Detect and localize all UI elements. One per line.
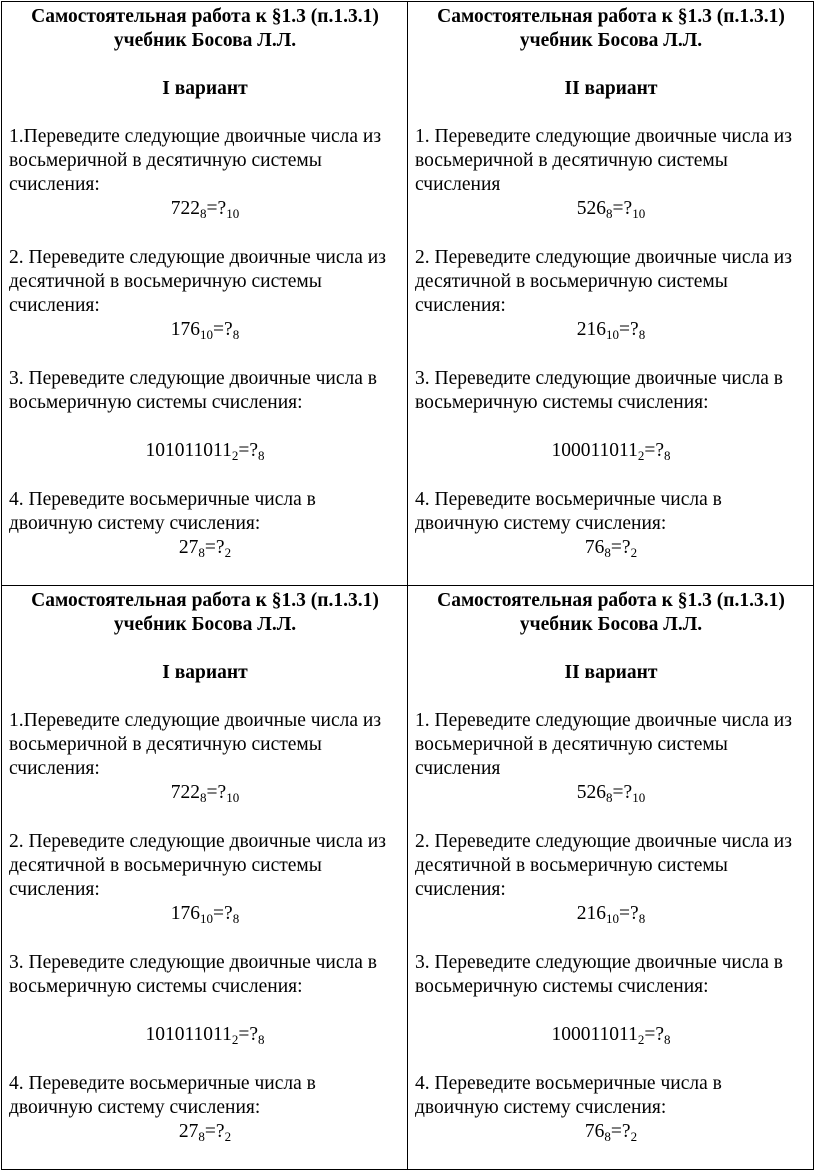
task-formula (9, 439, 401, 464)
task-item (415, 709, 807, 806)
task-item (9, 125, 401, 222)
title-line: учебник Босова Л.Л. (519, 30, 703, 51)
task-formula (9, 318, 401, 343)
variant-label: I вариант (162, 78, 248, 99)
task-text: 1.Переведите следующие двоичные числа из восьмеричной в десятичную системы счисления: (9, 710, 382, 779)
formula-number: 27 (178, 1121, 199, 1142)
card-variant-1 (2, 2, 407, 561)
task-item (9, 1072, 401, 1145)
formula-number: 176 (170, 319, 201, 340)
variant-label: II вариант (564, 662, 658, 683)
formula-to-base: 8 (257, 1032, 265, 1047)
formula-number: 216 (576, 319, 607, 340)
formula-number: 76 (584, 537, 605, 558)
task-item (415, 246, 807, 343)
card-variant-1 (2, 586, 407, 1145)
variant-label: II вариант (564, 78, 658, 99)
formula-to-base: 8 (663, 1032, 671, 1047)
formula-equals: =? (619, 903, 639, 924)
formula-equals: =? (644, 1024, 664, 1045)
card-variant-2 (408, 2, 813, 561)
formula-equals: =? (610, 537, 631, 558)
formula-to-base: 10 (226, 206, 240, 221)
task-formula (415, 536, 807, 561)
task-item (415, 951, 807, 1048)
formula-from-base: 10 (200, 327, 214, 342)
cards-row-bottom (2, 586, 814, 1170)
formula-number: 216 (576, 903, 607, 924)
cards-table (1, 1, 814, 1170)
formula-equals: =? (204, 537, 225, 558)
formula-to-base: 2 (630, 545, 638, 560)
card-cell (408, 586, 814, 1170)
formula-equals: =? (612, 198, 633, 219)
formula-to-base: 8 (663, 448, 671, 463)
formula-from-base: 8 (200, 206, 207, 221)
task-text: 4. Переведите восьмеричные числа в двоичную систему счисления: (9, 489, 316, 534)
task-item (9, 830, 401, 927)
formula-from-base: 8 (198, 1129, 205, 1144)
formula-number: 100011011 (551, 440, 638, 461)
formula-number: 101011011 (145, 440, 232, 461)
formula-to-base: 10 (632, 790, 646, 805)
formula-from-base: 2 (637, 448, 645, 463)
formula-equals: =? (644, 440, 664, 461)
task-text: 3. Переведите следующие двоичные числа в восьмеричную системы счисления: (415, 952, 783, 997)
formula-from-base: 2 (231, 448, 239, 463)
formula-to-base: 8 (232, 911, 240, 926)
task-formula (415, 439, 807, 464)
task-text: 3. Переведите следующие двоичные числа в восьмеричную системы счисления: (9, 368, 377, 413)
card-title (415, 5, 807, 53)
formula-from-base: 8 (604, 545, 611, 560)
formula-equals: =? (206, 198, 227, 219)
task-item (9, 488, 401, 561)
task-text: 2. Переведите следующие двоичные числа из десятичной в восьмеричную системы счисления: (9, 247, 386, 316)
formula-number: 176 (170, 903, 201, 924)
task-text: 1.Переведите следующие двоичные числа из восьмеричной в десятичную системы счисления: (9, 126, 382, 195)
formula-to-base: 8 (257, 448, 265, 463)
formula-from-base: 2 (231, 1032, 239, 1047)
title-line: учебник Босова Л.Л. (519, 614, 703, 635)
task-text: 2. Переведите следующие двоичные числа из десятичной в восьмеричную системы счисления: (415, 247, 792, 316)
formula-equals: =? (619, 319, 639, 340)
formula-to-base: 8 (232, 327, 240, 342)
formula-equals: =? (610, 1121, 631, 1142)
formula-equals: =? (213, 903, 233, 924)
title-line: Самостоятельная работа к §1.3 (п.1.3.1) (437, 6, 785, 27)
title-line: Самостоятельная работа к §1.3 (п.1.3.1) (31, 590, 379, 611)
formula-number: 76 (584, 1121, 605, 1142)
task-formula (9, 902, 401, 927)
task-item (415, 125, 807, 222)
task-formula (9, 536, 401, 561)
task-text: 2. Переведите следующие двоичные числа из десятичной в восьмеричную системы счисления: (415, 831, 792, 900)
task-item (415, 830, 807, 927)
task-text: 4. Переведите восьмеричные числа в двоичную систему счисления: (415, 489, 722, 534)
task-text: 4. Переведите восьмеричные числа в двоичную систему счисления: (9, 1073, 316, 1118)
task-item (9, 246, 401, 343)
card-cell (408, 2, 814, 586)
formula-number: 722 (170, 782, 201, 803)
task-formula (9, 781, 401, 806)
formula-number: 526 (576, 198, 607, 219)
task-formula (415, 902, 807, 927)
task-formula (415, 197, 807, 222)
formula-equals: =? (238, 1024, 258, 1045)
formula-from-base: 8 (200, 790, 207, 805)
task-formula (415, 318, 807, 343)
formula-from-base: 2 (637, 1032, 645, 1047)
formula-to-base: 10 (632, 206, 646, 221)
formula-equals: =? (206, 782, 227, 803)
formula-to-base: 2 (224, 1129, 232, 1144)
formula-number: 101011011 (145, 1024, 232, 1045)
task-item (9, 367, 401, 464)
task-text: 4. Переведите восьмеричные числа в двоичную систему счисления: (415, 1073, 722, 1118)
formula-from-base: 8 (606, 790, 613, 805)
formula-from-base: 10 (606, 327, 620, 342)
formula-equals: =? (612, 782, 633, 803)
formula-number: 526 (576, 782, 607, 803)
task-item (415, 367, 807, 464)
formula-equals: =? (204, 1121, 225, 1142)
task-formula (415, 781, 807, 806)
formula-number: 27 (178, 537, 199, 558)
formula-to-base: 8 (638, 327, 646, 342)
task-text: 3. Переведите следующие двоичные числа в восьмеричную системы счисления: (9, 952, 377, 997)
task-formula (415, 1023, 807, 1048)
formula-to-base: 2 (630, 1129, 638, 1144)
title-line: учебник Босова Л.Л. (113, 30, 297, 51)
task-formula (9, 1120, 401, 1145)
variant-label: I вариант (162, 662, 248, 683)
formula-equals: =? (213, 319, 233, 340)
formula-number: 722 (170, 198, 201, 219)
formula-from-base: 8 (198, 545, 205, 560)
formula-from-base: 8 (606, 206, 613, 221)
formula-number: 100011011 (551, 1024, 638, 1045)
title-line: Самостоятельная работа к §1.3 (п.1.3.1) (31, 6, 379, 27)
task-item (9, 709, 401, 806)
title-line: Самостоятельная работа к §1.3 (п.1.3.1) (437, 590, 785, 611)
task-item (415, 1072, 807, 1145)
card-title (9, 5, 401, 53)
task-formula (415, 1120, 807, 1145)
task-text: 2. Переведите следующие двоичные числа из десятичной в восьмеричную системы счисления: (9, 831, 386, 900)
formula-from-base: 8 (604, 1129, 611, 1144)
card-cell (2, 586, 408, 1170)
title-line: учебник Босова Л.Л. (113, 614, 297, 635)
formula-equals: =? (238, 440, 258, 461)
cards-row-top (2, 2, 814, 586)
task-item (415, 488, 807, 561)
card-cell (2, 2, 408, 586)
task-text: 3. Переведите следующие двоичные числа в восьмеричную системы счисления: (415, 368, 783, 413)
card-variant-2 (408, 586, 813, 1145)
task-item (9, 951, 401, 1048)
formula-to-base: 10 (226, 790, 240, 805)
formula-to-base: 8 (638, 911, 646, 926)
task-formula (9, 197, 401, 222)
formula-from-base: 10 (200, 911, 214, 926)
formula-from-base: 10 (606, 911, 620, 926)
task-formula (9, 1023, 401, 1048)
formula-to-base: 2 (224, 545, 232, 560)
card-title (9, 589, 401, 637)
task-text: 1. Переведите следующие двоичные числа из восьмеричной в десятичную системы счисления (415, 126, 792, 195)
task-text: 1. Переведите следующие двоичные числа из восьмеричной в десятичную системы счисления (415, 710, 792, 779)
card-title (415, 589, 807, 637)
